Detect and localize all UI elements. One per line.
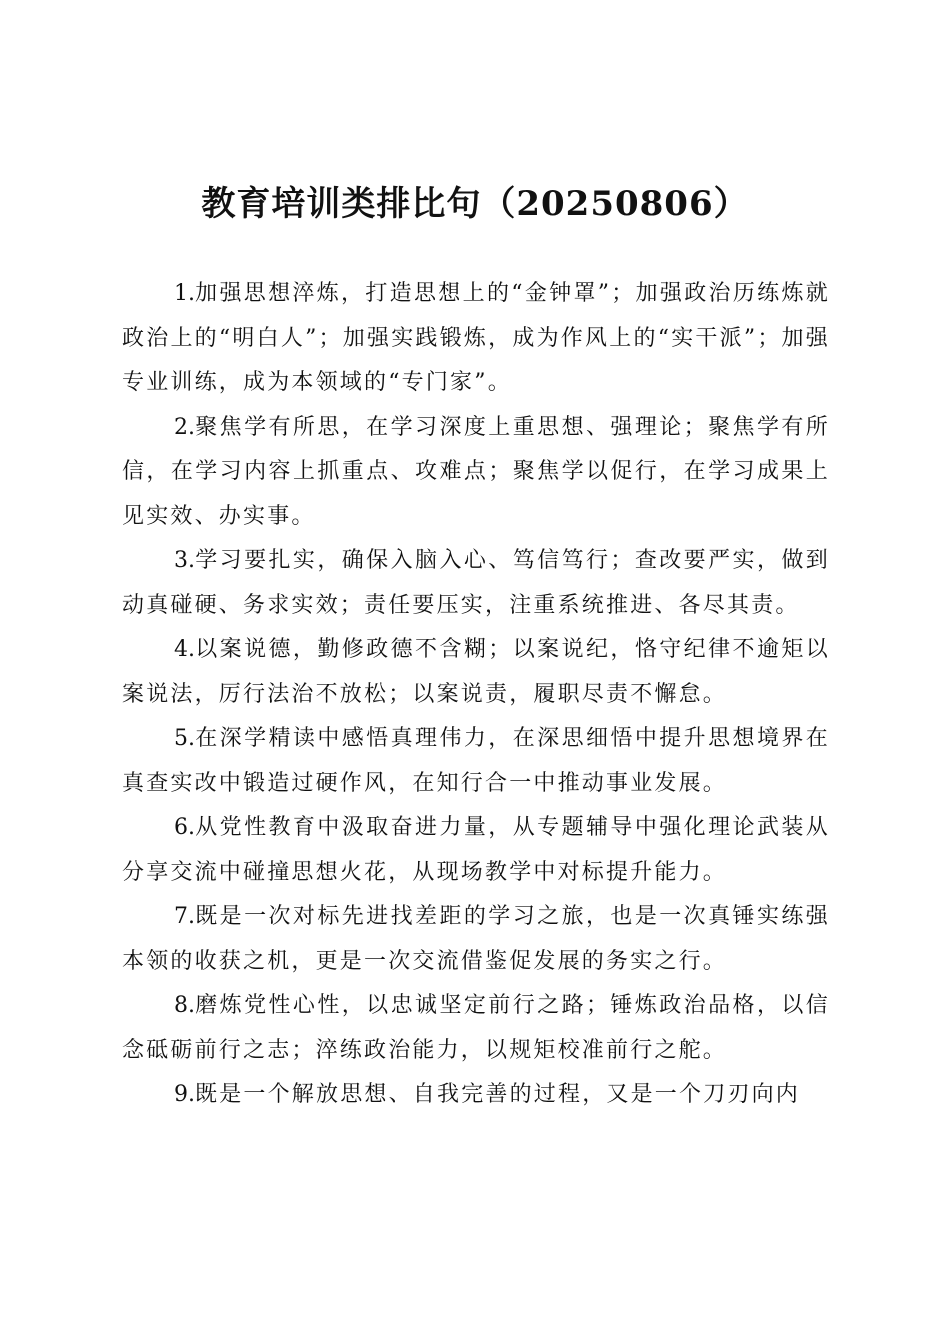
document-title: 教育培训类排比句（20250806） [201,184,749,224]
paragraph-number: 3. [174,548,195,573]
paragraph-number: 9. [174,1082,195,1107]
paragraph-text: 既是一次对标先进找差距的学习之旅，也是一次真锤实练强本领的收获之机，更是一次交流借鉴促发展的务实之行。 [122,904,830,974]
paragraph-text: 学习要扎实，确保入脑入心、笃信笃行；查改要严实，做到动真碰硬、务求实效；责任要压实，注重系统推进、各尽其责。 [122,548,830,618]
paragraph-text: 在深学精读中感悟真理伟力，在深思细悟中提升思想境界在真查实改中锻造过硬作风，在知行合一中推动事业发展。 [122,726,830,796]
paragraph-1 [122,272,830,406]
paragraph-number: 1. [174,281,195,306]
paragraph-6 [122,806,830,895]
paragraph-9 [122,1073,830,1118]
paragraph-text: 既是一个解放思想、自我完善的过程，又是一个刀刃向内 [195,1082,801,1107]
paragraph-4 [122,628,830,717]
paragraph-number: 2. [174,414,195,440]
paragraph-text: 从党性教育中汲取奋进力量，从专题辅导中强化理论武装从分享交流中碰撞思想火花，从现场教学中对标提升能力。 [122,815,830,885]
paragraph-7 [122,895,830,984]
paragraph-8 [122,984,830,1073]
paragraph-number: 8. [174,993,195,1018]
paragraph-text: 磨炼党性心性，以忠诚坚定前行之路；锤炼政治品格，以信念砥砺前行之志；淬练政治能力，以规矩校准前行之舵。 [122,993,830,1063]
document-body [122,272,830,1118]
paragraph-number: 7. [174,904,195,929]
paragraph-5 [122,717,830,806]
paragraph-3 [122,539,830,628]
paragraph-number: 6. [174,815,195,840]
paragraph-text: 加强思想淬炼，打造思想上的“金钟罩”；加强政治历练炼就政治上的“明白人”；加强实践锻炼，成为作风上的“实干派”；加强专业训练，成为本领域的“专门家”。 [122,281,830,395]
paragraph-2 [122,406,830,540]
paragraph-text: 以案说德，勤修政德不含糊；以案说纪，恪守纪律不逾矩以案说法，厉行法治不放松；以案说责，履职尽责不懈怠。 [122,637,830,707]
paragraph-number: 4. [174,637,195,662]
paragraph-number: 5. [174,726,195,751]
paragraph-text: 聚焦学有所思，在学习深度上重思想、强理论；聚焦学有所信，在学习内容上抓重点、攻难点；聚焦学以促行，在学习成果上见实效、办实事。 [122,414,830,529]
